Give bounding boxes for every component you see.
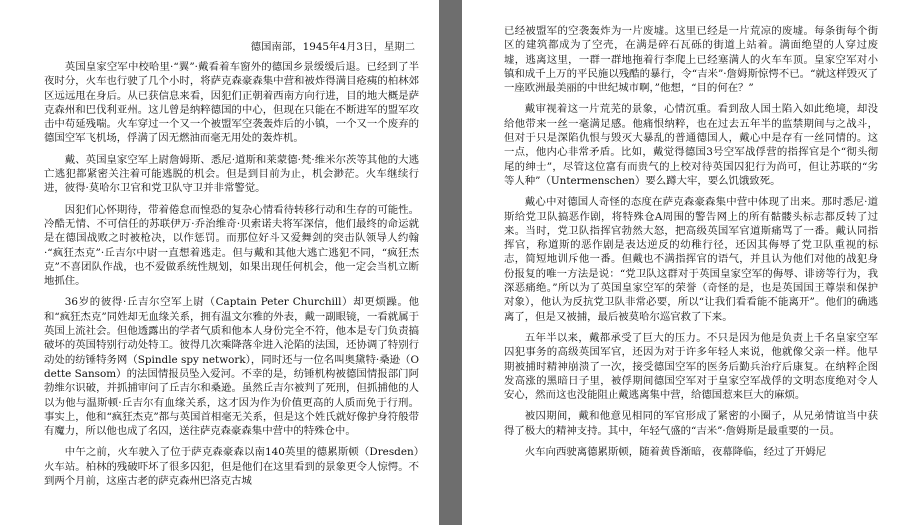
- paragraph: 戴、英国皇家空军上尉詹姆斯、悉尼·道斯和莱蒙德·梵·维米尔茨等其他的大逃亡逃犯都紧密关注着可能逃脱的机会。但是到目前为止，机会渺茫。火车继续行进，彼得·莫哈尔卫官和党卫队守卫并非常警觉。: [44, 153, 419, 195]
- paragraph: 36岁的彼得·丘吉尔空军上尉（Captain Peter Churchill）却更烦躁。他和“疯狂杰克”同姓却无血缘关系，拥有温文尔雅的外表，戴一副眼镜，一看就属于英国上流社会。但他透露出的学者气质和他本人身份完全不符，他本是专门负责搞破坏的英国特别行动处特工。彼得几次乘降落伞进入沦陷的法国，还协调了特别行动处的纺锤特务网（Spindle spy network），同时还与一位名叫奥黛特·桑逊（Odette Sansom）的法国情报员坠入爱河。不幸的是，纺锤机构被德国情报部门阿勃维尔识破，并抓捕审问了丘吉尔和桑逊。虽然丘吉尔被判了死刑，但抓捕他的人以为他与温斯顿·丘吉尔有血缘关系，这才因为作为价值更高的人质而免于行刑。事实上，他和“疯狂杰克”都与英国首相毫无关系，但是这个姓氏就好像护身符般带有魔力，所以他也成了名囚，送往萨克森豪森集中营中的特殊仓中。: [44, 296, 419, 438]
- paragraph: 中午之前，火车驶入了位于萨克森豪森以南140英里的德累斯顿（Dresden）火车站。柏林的残破吓坏了很多囚犯，但是他们在这里看到的景象更令人惊愕。不到两个月前，这座古老的萨克森州巴洛克古城: [44, 446, 419, 488]
- paragraph: 火车向西驶离德累斯顿，随着黄昏渐暗，夜幕降临，经过了开姆尼: [524, 446, 827, 459]
- paragraph: 被囚期间，戴和他意见相同的军官形成了紧密的小圈子，从兄弟情谊当中获得了极大的精神支持。其中，年轻气盛的“吉米”·詹姆斯是最重要的一员。: [504, 410, 878, 437]
- paragraph: 英国皇家空军中校哈里·“翼”·戴看着车窗外的德国乡景缓缓后退。已经到了半夜时分，火车也行驶了几个小时，将萨克森豪森集中营和被炸得满目疮痍的柏林郊区远远甩在身后。从已获信息来看，因犯们正朝着西南方向行进，目的地大概是萨克森州和巴伐利亚州。这儿曾是纳粹德国的中心，但现在只能在不断进军的盟军攻击中苟延残喘。火车穿过一个又一个被盟军空袭轰炸后的小镇，一个又一个废弃的德国空军飞机场，俘满了因无燃油而毫无用处的轰炸机。: [44, 61, 419, 145]
- paragraph: 戴审视着这一片荒芜的景象，心情沉重。看到敌人国土陷入如此绝境，却没给他带来一丝一毫满足感。他痛恨纳粹，也在过去五年半的监禁期间与之战斗，但对于只是深陷仇恨与毁灭大暴乱的普通德国人，戴心中是存有一丝同情的。这一点，他内心非常矛盾。比如，戴觉得德国3号空军战俘营的指挥官是个“彻头彻尾的绅士”，尽管这位富有而贵气的上校对待英国囚犯行为尚可，但让苏联的“劣等人种”（Untermenschen）要么蹲大牢，要么饥饿致死。: [504, 103, 878, 187]
- dateline: 德国南部，1945年4月3日，星期二: [250, 41, 415, 53]
- left-page: [0, 0, 439, 525]
- paragraph: 因犯们心怀期待，带着倦怠而惶恐的复杂心情看待转移行动和生存的可能性。冷酷无情、不可信任的苏联伊万·乔治维奇·贝索诺夫将军深信，他们最终的命运就是在德国战败之时被枪决，以作惩罚。而那位好斗又爱舞剑的突击队领导人约翰·“疯狂杰克”·丘吉尔中尉一直想着逃走。但与戴和其他大逃亡逃犯不同，“疯狂杰克”不喜团队作战，也不爱做系统性规划，如果出现任何机会，他一定会当机立断地抓住。: [44, 203, 419, 288]
- paragraph: 戴心中对德国人奇怪的态度在萨克森豪森集中营中体现了出来。那时悉尼·道斯给党卫队搞恶作剧，将特殊仓A周围的警告网上的所有骷髅头标志都反转了过来。当时，党卫队指挥官勃然大怒，把高级英国军官道斯痛骂了一番。戴认同指挥官，称道斯的恶作剧是表达逆反的幼稚行径，还因其侮辱了党卫队重视的标志，简短地训斥他一番。但戴也不满指挥官的语气，并且认为他们对他的战犯身份报复的唯一方法是说：“党卫队这群对于英国皇家空军的侮辱、诽谤等行为，我深恶痛绝。”所以为了英国皇家空军的荣誉（奇怪的是，也是英国国王尊崇和保护对象），他认为反抗党卫队非常必要，所以“让我们看看能不能离开”。他们的确逃离了，但是又被捕，最后被莫哈尔巡官救了下来。: [504, 196, 878, 323]
- paragraph: 五年半以来，戴都承受了巨大的压力。不只是因为他是负责上千名皇家空军囚犯事务的高级英国军官，还因为对于许多年轻人来说，他就像父亲一样。他早期被捕时精神崩溃了一次，接受德国空军的医务后勤兵治疗后康复。在纳粹企图发高涨的黑暗日子里，被俘期间德国空军对于皇家空军战俘的文明态度绝对令人安心，然而这也没能阻止戴逃离集中营，给德国惹来巨大的麻烦。: [504, 331, 878, 402]
- right-page: [462, 0, 900, 525]
- paragraph: 已经被盟军的空袭轰炸为一片废墟。这里已经是一片荒凉的废墟。每条街每个街区的建筑都成为了空壳，在满是碎石瓦砾的街道上站着。满面绝望的人穿过废墟，逃离这里，一群一群地拖着行李爬上已经塞满人的火车车顶。皇家空军对小镇和成千上万的平民施以残酷的暴行，令“吉米”·詹姆斯惊愕不已。“就这样毁灭了一座欧洲最美丽的中世纪城市啊，”他想，“目的何在？”: [504, 25, 878, 95]
